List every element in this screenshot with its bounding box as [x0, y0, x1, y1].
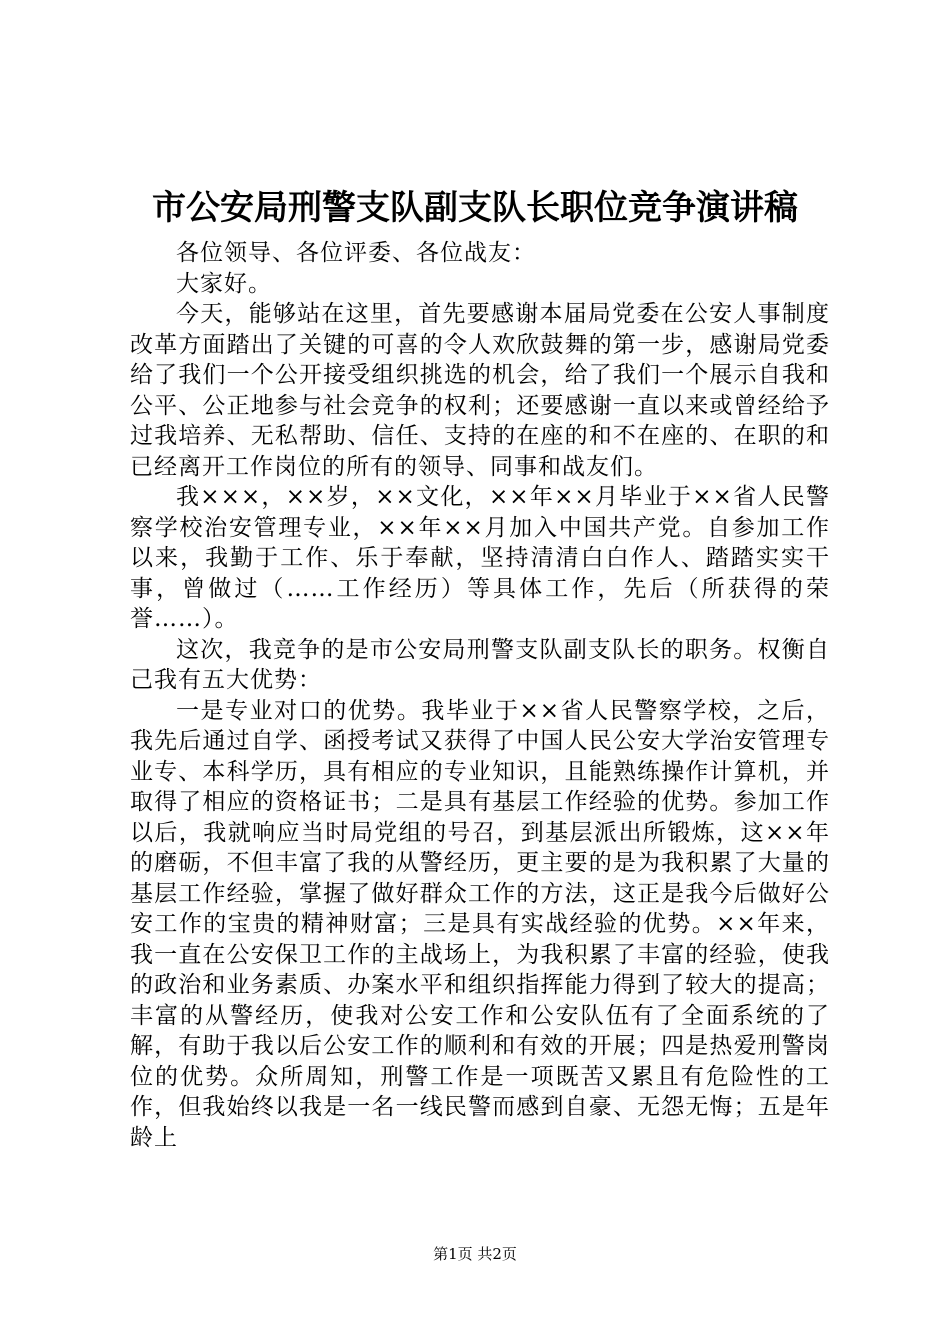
page-number-footer: 第1页 共2页 — [433, 1245, 517, 1263]
document-body — [130, 238, 830, 1153]
document-title: 市公安局刑警支队副支队长职位竞争演讲稿 — [152, 188, 798, 228]
advantages-paragraph: 一是专业对口的优势。我毕业于××省人民警察学校，之后，我先后通过自学、函授考试又获得了中国人民公安大学治安管理专业专、本科学历，具有相应的专业知识，且能熟练操作计算机，并取得了相应的资格证书；二是具有基层工作经验的优势。参加工作以后，我就响应当时局党组的号召，到基层派出所锻炼，这××年的磨砺，不但丰富了我的从警经历，更主要的是为我积累了大量的基层工作经验，掌握了做好群众工作的方法，这正是我今后做好公安工作的宝贵的精神财富；三是具有实战经验的优势。××年来，我一直在公安保卫工作的主战场上，为我积累了丰富的经验，使我的政治和业务素质、办案水平和组织指挥能力得到了较大的提高；丰富的从警经历，使我对公安工作和公安队伍有了全面系统的了解，有助于我以后公安工作的顺利和有效的开展；四是热爱刑警岗位的优势。众所周知，刑警工作是一项既苦又累且有危险性的工作，但我始终以我是一名一线民警而感到自豪、无怨无悔；五是年龄上 — [130, 697, 830, 1151]
position-paragraph: 这次，我竞争的是市公安局刑警支队副支队长的职务。权衡自己我有五大优势： — [130, 636, 830, 693]
background-paragraph: 我×××，××岁，××文化，××年××月毕业于××省人民警察学校治安管理专业，××年××月加入中国共产党。自参加工作以来，我勤于工作、乐于奉献，坚持清清白白作人、踏踏实实干事，曾做过（……工作经历）等具体工作，先后（所获得的荣誉……）。 — [130, 484, 830, 632]
thanks-paragraph: 今天，能够站在这里，首先要感谢本届局党委在公安人事制度改革方面踏出了关键的可喜的令人欢欣鼓舞的第一步，感谢局党委给了我们一个公开接受组织挑选的机会，给了我们一个展示自我和公平、公正地参与社会竞争的权利；还要感谢一直以来或曾经给予过我培养、无私帮助、信任、支持的在座的和不在座的、在职的和已经离开工作岗位的所有的领导、同事和战友们。 — [130, 301, 830, 480]
greeting-paragraph: 各位领导、各位评委、各位战友： — [176, 240, 536, 266]
salutation-paragraph: 大家好。 — [176, 270, 272, 297]
